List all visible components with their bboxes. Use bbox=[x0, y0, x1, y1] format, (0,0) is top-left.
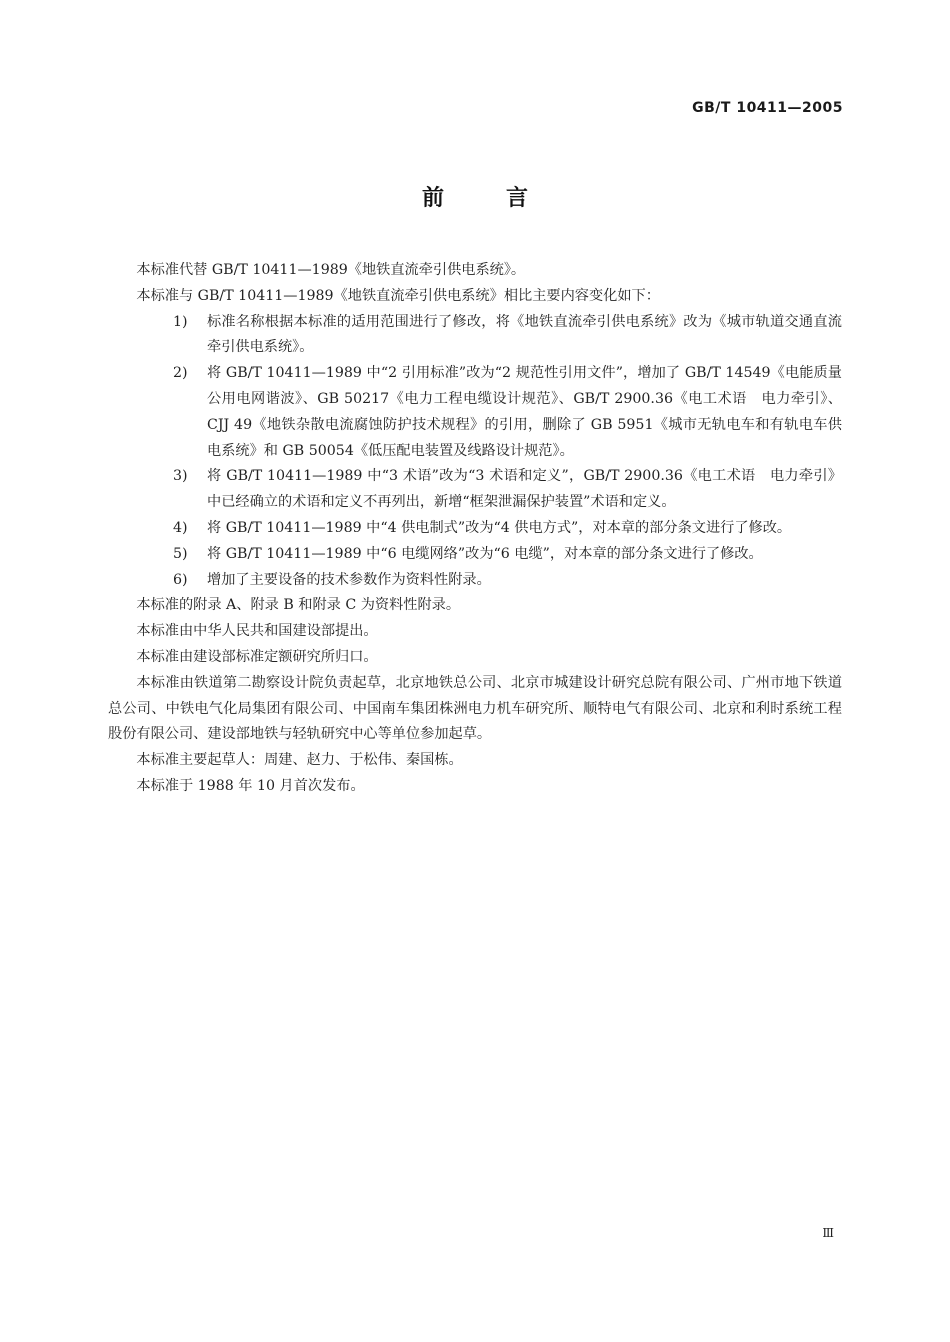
closing-paragraph: 本标准于 1988 年 10 月首次发布。 bbox=[136, 777, 365, 794]
change-item-text: 将 GB/T 10411—1989 中“3 术语”改为“3 术语和定义”，GB/T 2900.36《电工术语 电力牵引》中已经确立的术语和定义不再列出，新增“框架泄漏保护装置”术语和定义。 bbox=[207, 468, 842, 511]
intro-paragraph: 本标准与 GB/T 10411—1989《地铁直流牵引供电系统》相比主要内容变化如下： bbox=[136, 287, 660, 304]
change-item-number: 6) bbox=[173, 571, 188, 588]
intro-paragraph: 本标准代替 GB/T 10411—1989《地铁直流牵引供电系统》。 bbox=[136, 262, 526, 278]
change-list-item bbox=[108, 361, 857, 464]
change-item-number: 5) bbox=[173, 545, 188, 562]
change-item-text: 将 GB/T 10411—1989 中“4 供电制式”改为“4 供电方式”，对本章的部分条文进行了修改。 bbox=[207, 519, 792, 536]
closing-paragraph: 本标准由中华人民共和国建设部提出。 bbox=[136, 623, 378, 640]
closing-paragraph: 本标准主要起草人：周建、赵力、于松伟、秦国栋。 bbox=[136, 752, 463, 769]
document-body bbox=[108, 258, 857, 800]
change-item-text: 标准名称根据本标准的适用范围进行了修改，将《地铁直流牵引供电系统》改为《城市轨道交通直流牵引供电系统》。 bbox=[207, 313, 842, 356]
standard-code-header: GB/T 10411—2005 bbox=[692, 100, 843, 116]
change-item-number: 1) bbox=[173, 313, 188, 330]
closing-paragraph: 本标准由建设部标准定额研究所归口。 bbox=[136, 648, 378, 665]
change-item-text: 将 GB/T 10411—1989 中“6 电缆网络”改为“6 电缆”，对本章的部分条文进行了修改。 bbox=[207, 545, 763, 562]
change-list-item bbox=[108, 542, 842, 568]
change-item-number: 2) bbox=[173, 365, 188, 382]
change-list-item bbox=[108, 310, 842, 362]
closing-paragraph: 本标准由铁道第二勘察设计院负责起草，北京地铁总公司、北京市城建设计研究总院有限公司、广州市地下铁道总公司、中铁电气化局集团有限公司、中国南车集团株洲电力机车研究所、顺特电气有限公司、北京和利时系统工程股份有限公司、建设部地铁与轻轨研究中心等单位参加起草。 bbox=[108, 674, 842, 743]
change-list-item bbox=[108, 568, 842, 594]
page-number: Ⅲ bbox=[822, 1226, 834, 1240]
change-item-number: 3) bbox=[173, 468, 188, 485]
change-list-item bbox=[108, 516, 842, 542]
page-title: 前言 bbox=[421, 186, 590, 211]
change-item-text: 将 GB/T 10411—1989 中“2 引用标准”改为“2 规范性引用文件”，增加了 GB/T 14549《电能质量 公用电网谐波》、GB 50217《电力工程电缆设计规范》、GB/T 2900.36《电工术语 电力牵引》、CJJ 49《地铁杂散电流腐蚀防护技术规程》的引用，删除了 GB 5951《城市无轨电车和有轨电车供电系统》和 GB 50054《低压配电装置及线路设计规范》。 bbox=[207, 365, 857, 459]
change-item-number: 4) bbox=[173, 519, 188, 536]
change-list-item bbox=[108, 464, 842, 516]
closing-paragraph: 本标准的附录 A、附录 B 和附录 C 为资料性附录。 bbox=[136, 597, 461, 614]
change-item-text: 增加了主要设备的技术参数作为资料性附录。 bbox=[207, 571, 491, 588]
